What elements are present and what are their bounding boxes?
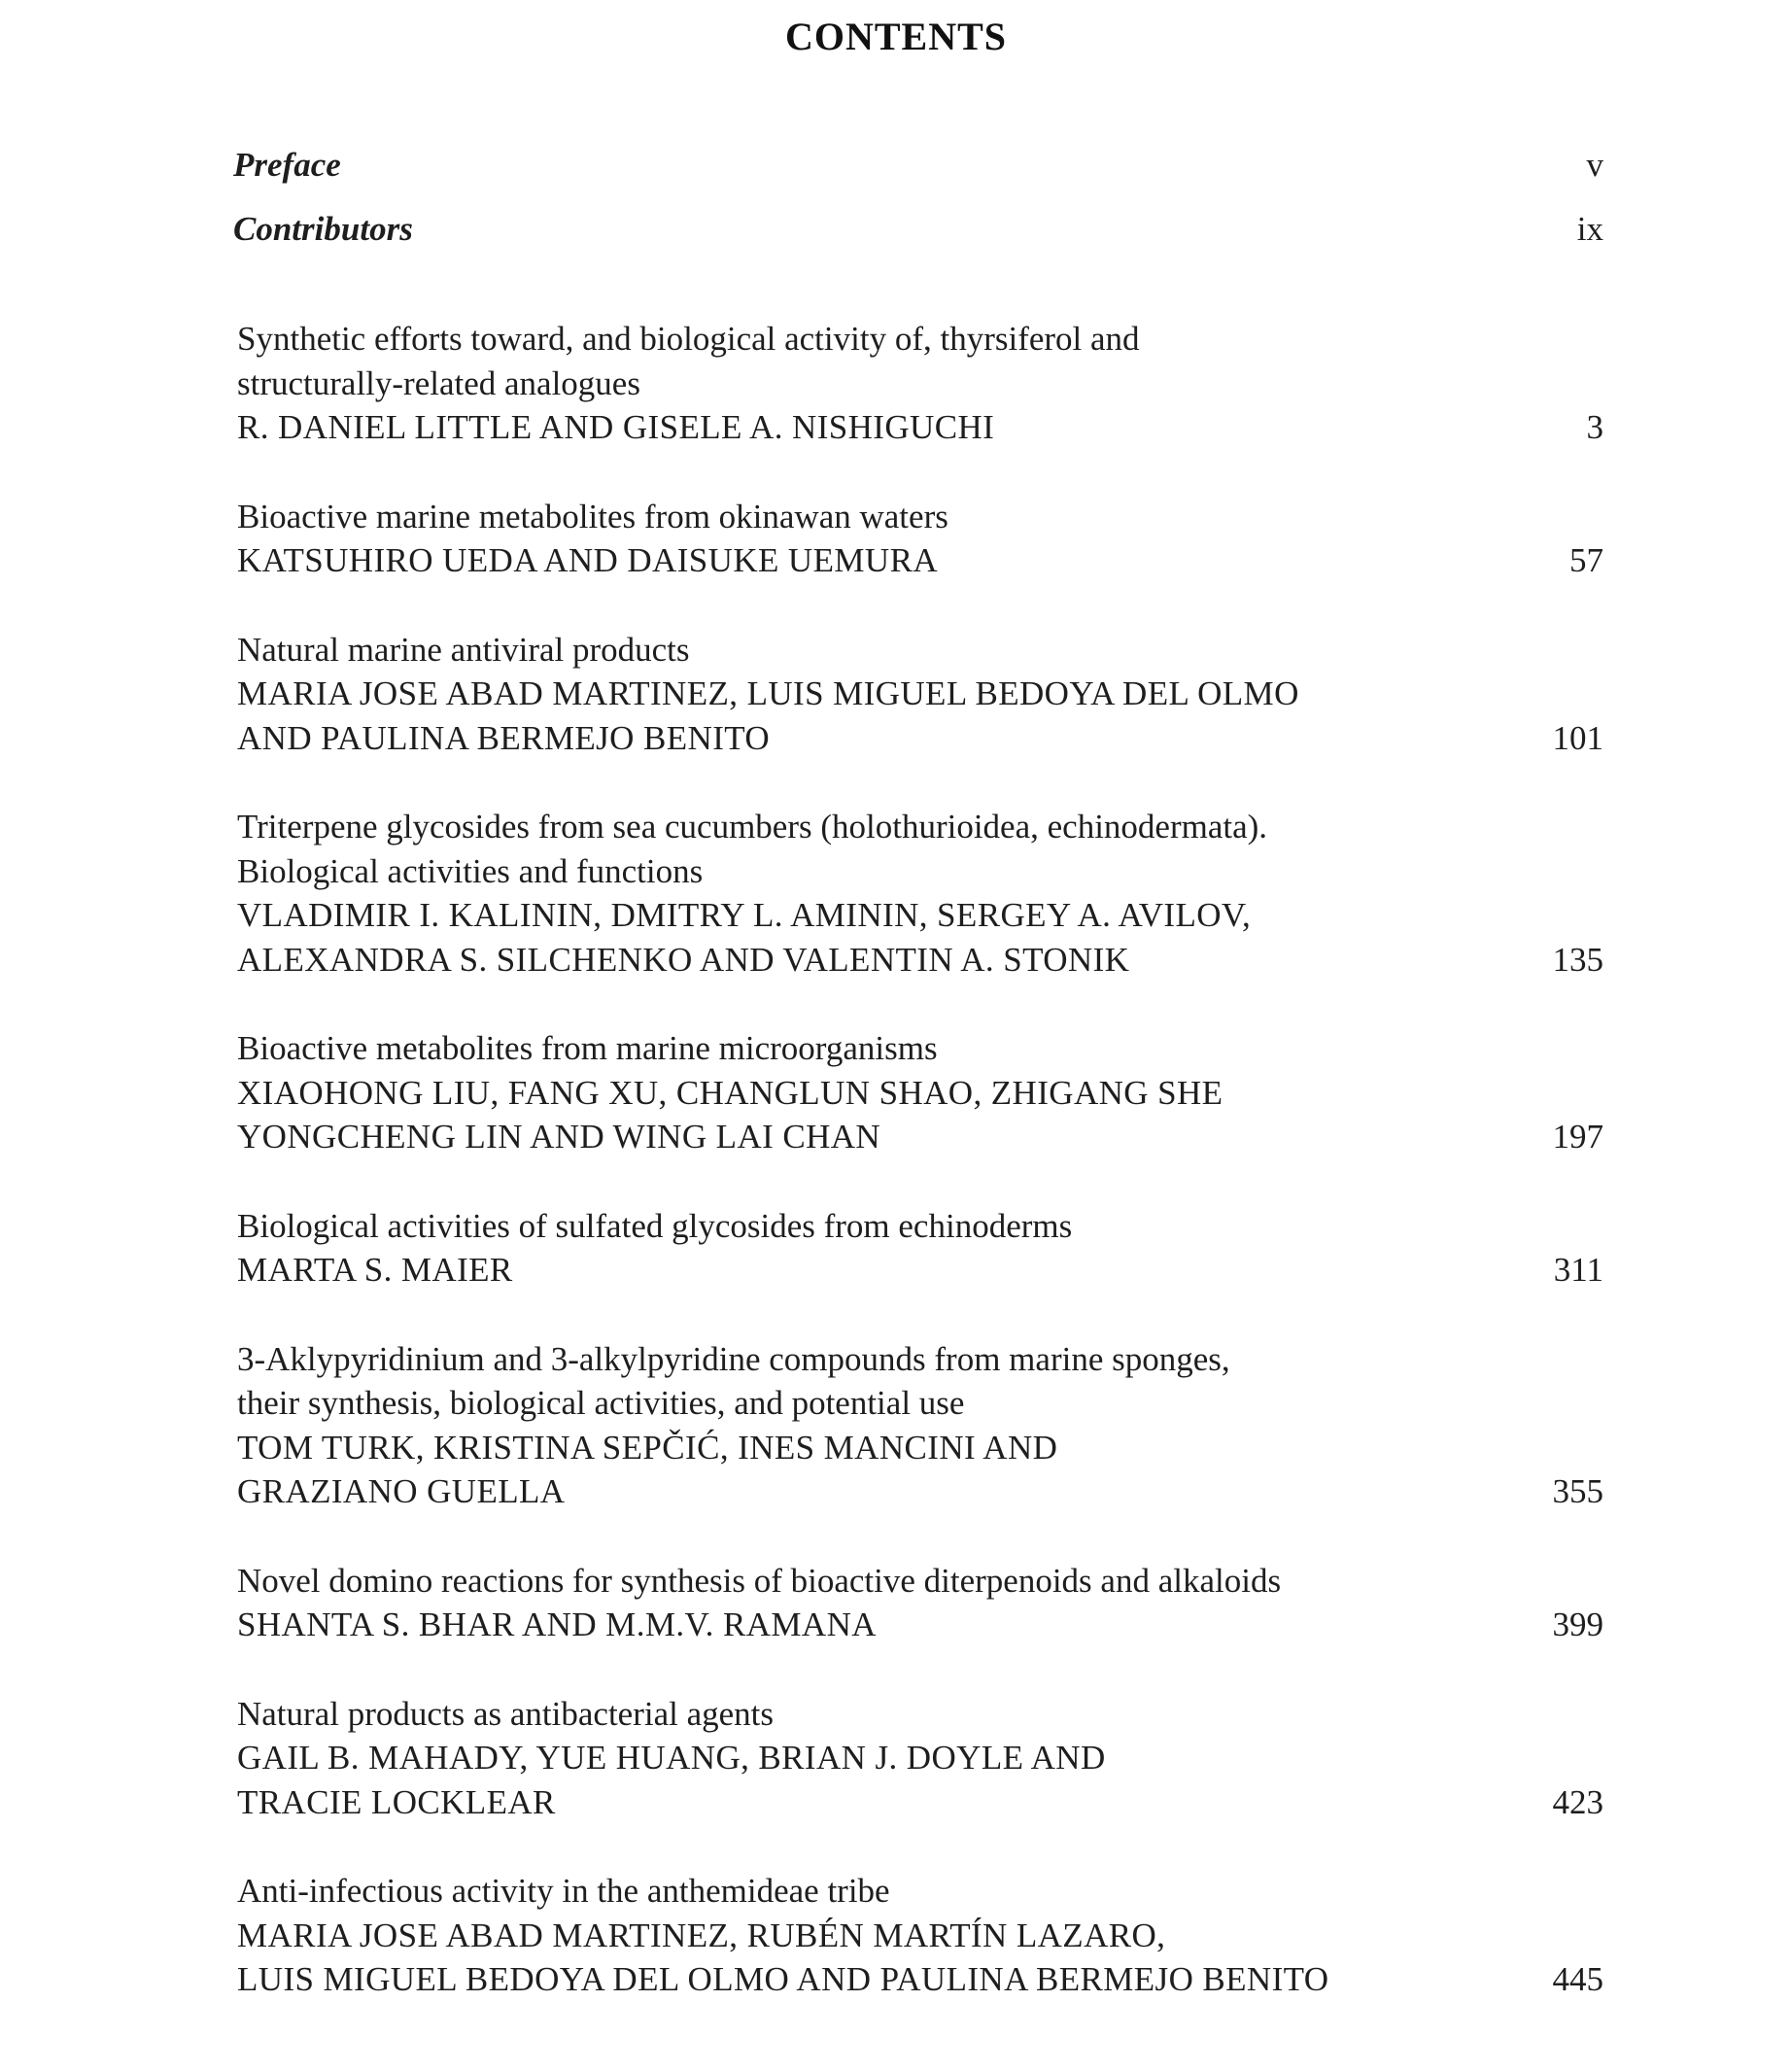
chapter-title-line: Triterpene glycosides from sea cucumbers (holothurioidea, echinodermata).	[237, 808, 1268, 846]
toc-entry-chapter[interactable]	[237, 495, 1603, 583]
chapter-authors-line: LUIS MIGUEL BEDOYA DEL OLMO AND PAULINA BERMEJO BENITO	[237, 1960, 1329, 1998]
chapter-authors-line: TOM TURK, KRISTINA SEPČIĆ, INES MANCINI AND	[237, 1428, 1058, 1467]
chapter-page-number: 135	[1552, 940, 1603, 979]
chapter-authors-line: MARTA S. MAIER	[237, 1251, 513, 1289]
toc-entry-chapter[interactable]	[237, 1204, 1603, 1293]
chapter-page-number: 101	[1552, 718, 1603, 757]
chapter-authors-line: GRAZIANO GUELLA	[237, 1472, 566, 1510]
chapter-page-number: 197	[1552, 1118, 1603, 1156]
front-matter-page: ix	[1576, 210, 1603, 248]
toc-entry-preface[interactable]	[233, 146, 1603, 185]
chapter-authors-line: R. DANIEL LITTLE AND GISELE A. NISHIGUCHI	[237, 408, 995, 446]
chapter-page-number: 423	[1552, 1782, 1603, 1821]
chapter-authors-line: TRACIE LOCKLEAR	[237, 1782, 556, 1821]
chapter-title-line: Natural marine antiviral products	[237, 630, 690, 669]
chapter-title-line: Anti-infectious activity in the anthemideae tribe	[237, 1872, 890, 1910]
toc-entry-chapter[interactable]	[237, 1337, 1603, 1514]
chapter-page-number: 3	[1586, 408, 1603, 446]
front-matter-label: Preface	[233, 146, 341, 184]
chapter-authors-line: MARIA JOSE ABAD MARTINEZ, LUIS MIGUEL BEDOYA DEL OLMO	[237, 674, 1299, 712]
chapter-list	[237, 317, 1603, 2047]
chapter-title-line: Biological activities and functions	[237, 851, 704, 890]
chapter-title-line: structurally-related analogues	[237, 363, 640, 402]
chapter-page-number: 399	[1552, 1605, 1603, 1643]
chapter-title-line: Synthetic efforts toward, and biological activity of, thyrsiferol and	[237, 320, 1140, 358]
chapter-title-line: their synthesis, biological activities, and potential use	[237, 1384, 965, 1422]
chapter-authors-line: GAIL B. MAHADY, YUE HUANG, BRIAN J. DOYLE AND	[237, 1739, 1106, 1777]
toc-entry-contributors[interactable]	[233, 210, 1603, 249]
chapter-title-line: Bioactive metabolites from marine microorganisms	[237, 1029, 938, 1067]
chapter-page-number: 355	[1552, 1472, 1603, 1510]
chapter-title-line: Biological activities of sulfated glycosides from echinoderms	[237, 1206, 1073, 1245]
chapter-page-number: 311	[1553, 1251, 1603, 1289]
chapter-title-line: Natural products as antibacterial agents	[237, 1694, 775, 1733]
chapter-authors-line: AND PAULINA BERMEJO BENITO	[237, 718, 771, 757]
chapter-authors-line: KATSUHIRO UEDA AND DAISUKE UEMURA	[237, 541, 938, 579]
chapter-authors-line: XIAOHONG LIU, FANG XU, CHANGLUN SHAO, ZHIGANG SHE	[237, 1073, 1223, 1112]
chapter-authors-line: MARIA JOSE ABAD MARTINEZ, RUBÉN MARTÍN LAZARO,	[237, 1916, 1166, 1954]
page-title: CONTENTS	[784, 15, 1008, 58]
chapter-page-number: 57	[1569, 541, 1603, 579]
toc-entry-chapter[interactable]	[237, 1869, 1603, 2002]
front-matter-label: Contributors	[233, 210, 413, 248]
toc-entry-chapter[interactable]	[237, 317, 1603, 450]
chapter-authors-line: VLADIMIR I. KALININ, DMITRY L. AMININ, SERGEY A. AVILOV,	[237, 896, 1252, 934]
toc-entry-chapter[interactable]	[237, 628, 1603, 761]
front-matter-page: v	[1586, 146, 1603, 184]
toc-entry-chapter[interactable]	[237, 1559, 1603, 1647]
toc-entry-chapter[interactable]	[237, 1692, 1603, 1825]
chapter-title-line: Bioactive marine metabolites from okinawan waters	[237, 497, 948, 535]
chapter-authors-line: SHANTA S. BHAR AND M.M.V. RAMANA	[237, 1605, 877, 1643]
chapter-page-number: 445	[1552, 1960, 1603, 1998]
chapter-title-line: Novel domino reactions for synthesis of bioactive diterpenoids and alkaloids	[237, 1561, 1282, 1600]
toc-entry-chapter[interactable]	[237, 805, 1603, 982]
chapter-title-line: 3-Aklypyridinium and 3-alkylpyridine compounds from marine sponges,	[237, 1339, 1230, 1378]
chapter-authors-line: YONGCHENG LIN AND WING LAI CHAN	[237, 1118, 881, 1156]
toc-entry-chapter[interactable]	[237, 1026, 1603, 1159]
chapter-authors-line: ALEXANDRA S. SILCHENKO AND VALENTIN A. STONIK	[237, 940, 1130, 979]
